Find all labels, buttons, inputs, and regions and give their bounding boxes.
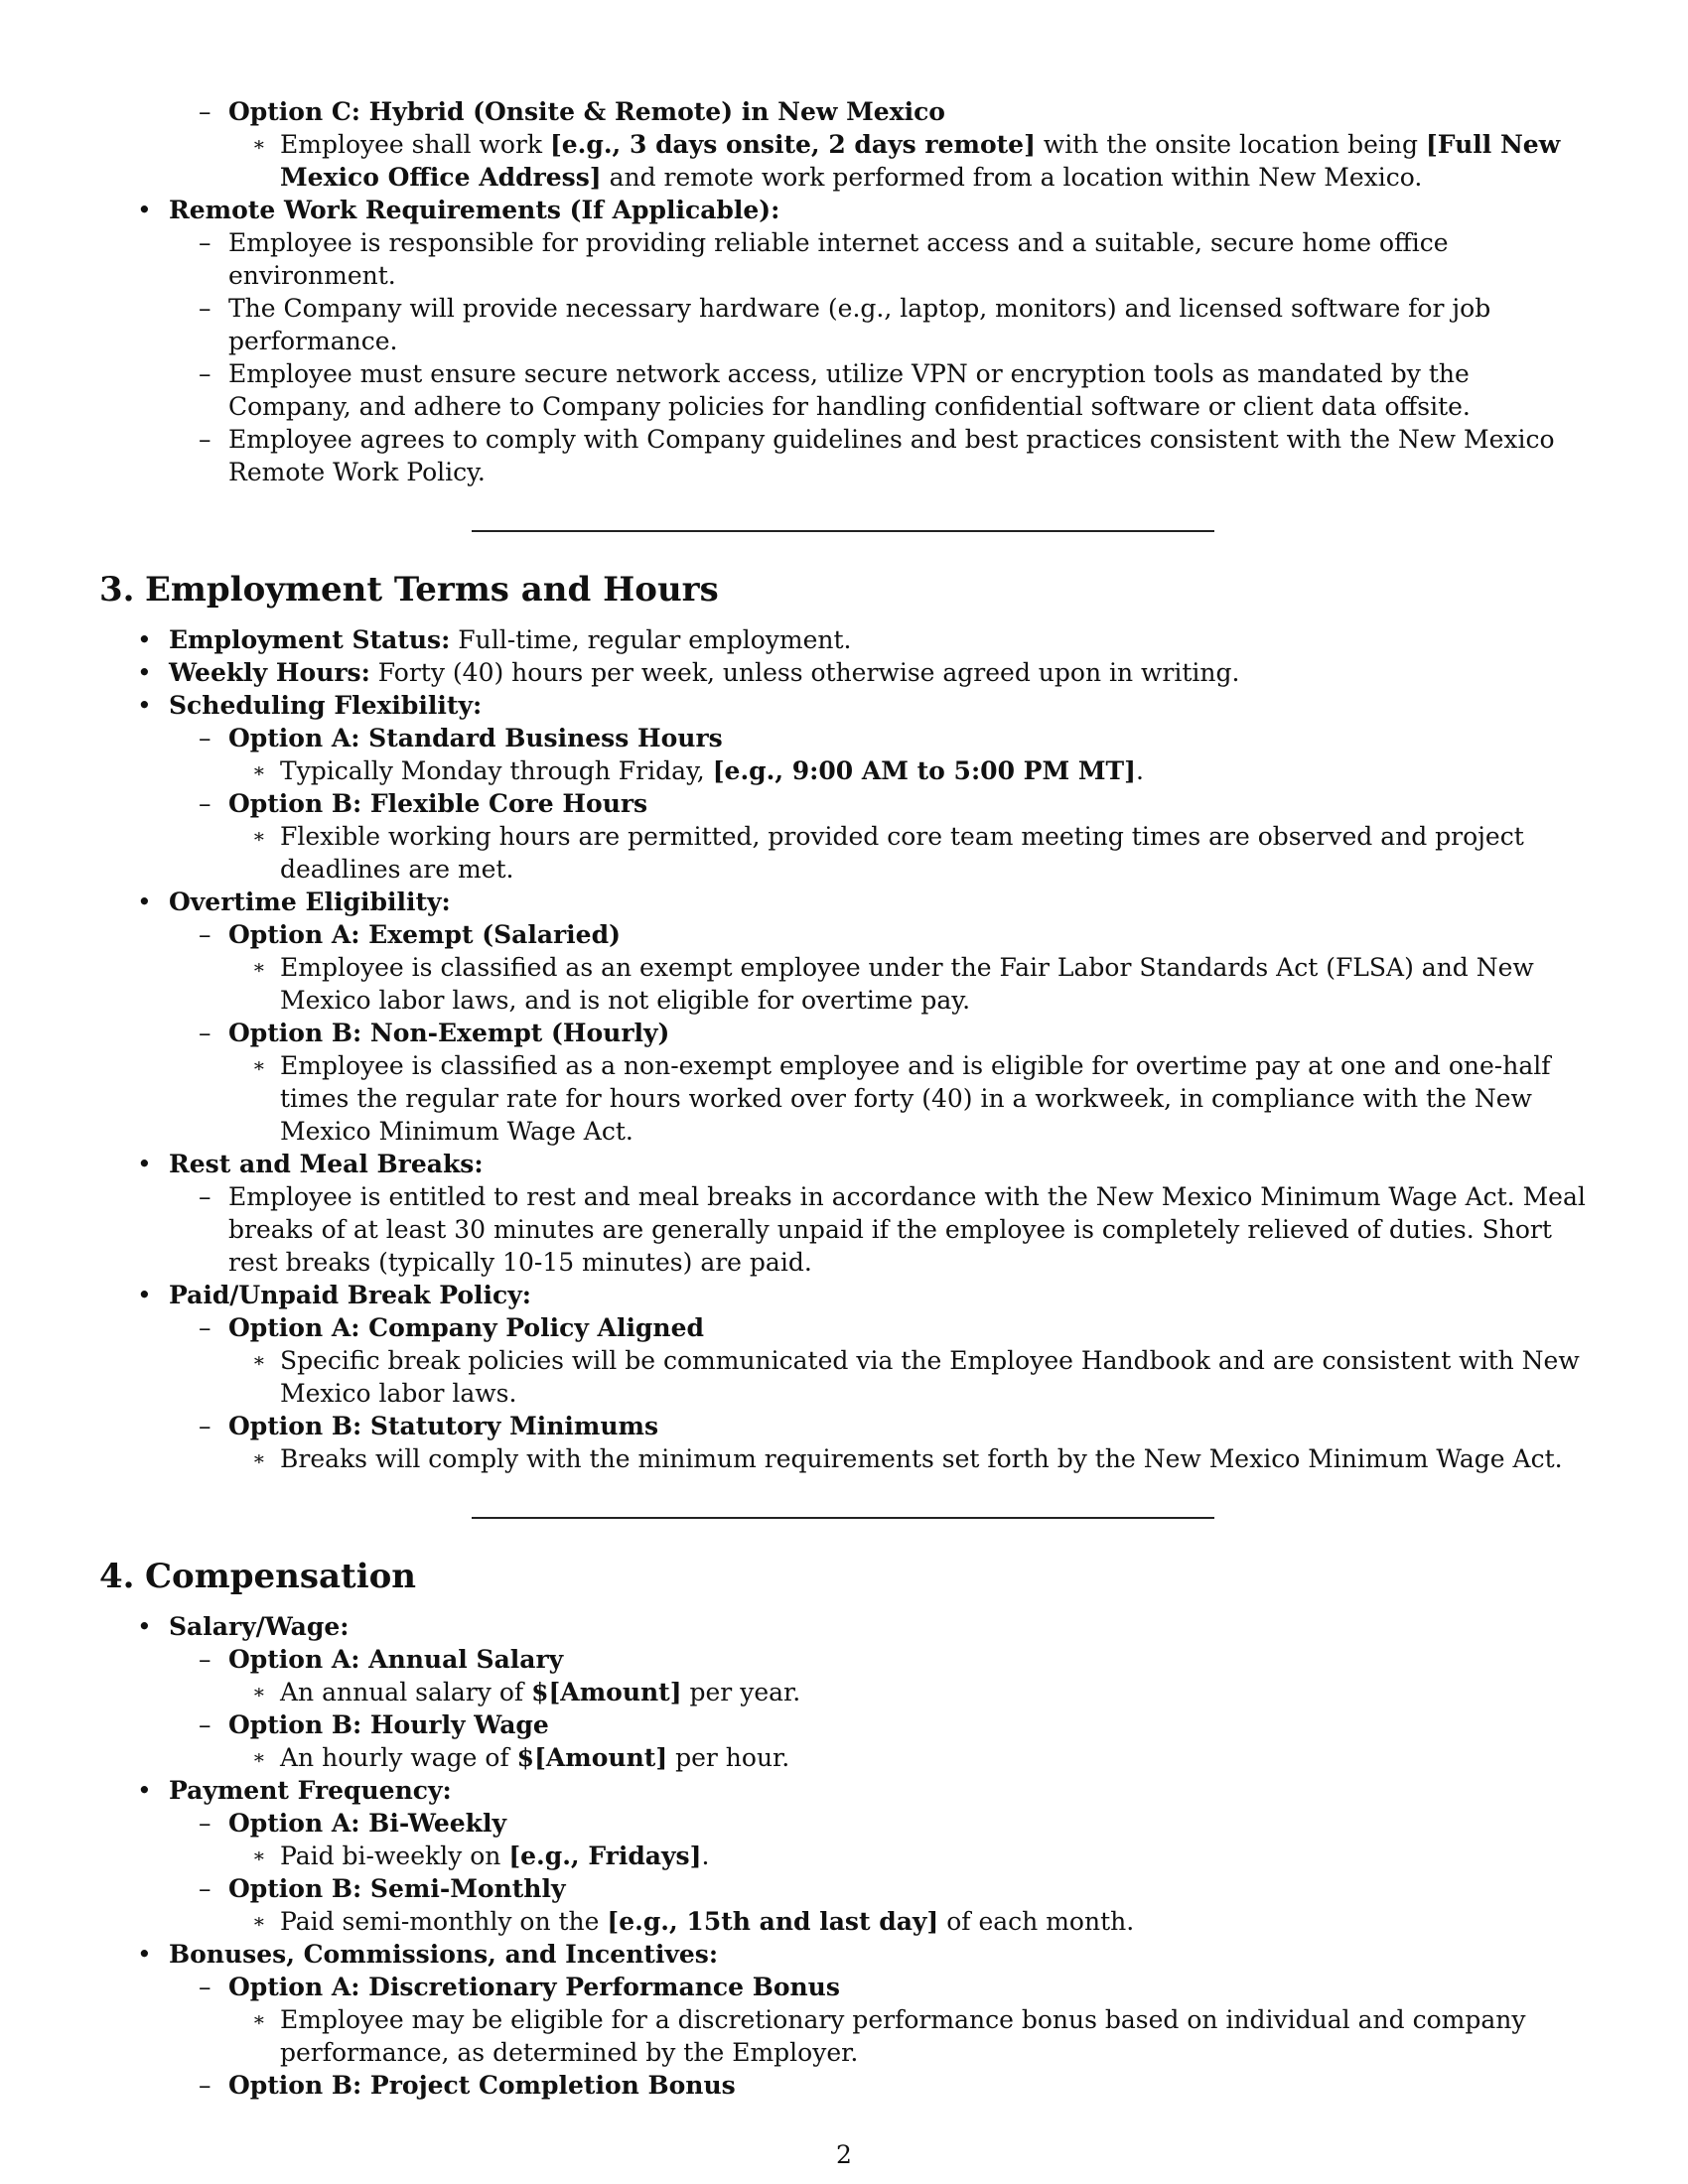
list-item: [99, 292, 1589, 357]
list-item: [99, 1180, 1589, 1279]
star-marker: ∗: [252, 1909, 266, 1933]
page-content: [99, 95, 1589, 2102]
list-item: [99, 1643, 1589, 1676]
option-label: Option A: Standard Business Hours: [228, 724, 723, 752]
dash-marker: –: [199, 425, 211, 454]
option-details: [99, 1676, 1589, 1708]
option-label: Option A: Bi-Weekly: [228, 1809, 507, 1838]
option-text: Employee is classified as a non-exempt employee and is eligible for overtime pay at one and one-half times the regular rate for hours worked over forty (40) in a workweek, in compliance with the New Mexico Minimum Wage Act.: [280, 1051, 1551, 1146]
option-details: [99, 820, 1589, 886]
section-title: Employment Terms and Hours: [145, 570, 719, 610]
list-item: [99, 1741, 1589, 1774]
option-text: Breaks will comply with the minimum requirements set forth by the New Mexico Minimum Wage Act.: [280, 1444, 1563, 1473]
item-label: Salary/Wage:: [169, 1612, 350, 1641]
bullet-marker: •: [137, 1612, 152, 1641]
list-item: [99, 1676, 1589, 1708]
bullet-marker: •: [137, 691, 152, 720]
list-item: [99, 886, 1589, 918]
text-run: Paid semi-monthly on the: [280, 1907, 608, 1936]
list-item: [99, 95, 1589, 128]
item-text: Full-time, regular employment.: [450, 625, 852, 654]
dash-marker: –: [199, 1710, 211, 1739]
star-marker: ∗: [252, 1053, 266, 1077]
break-policy-options: [99, 1410, 1589, 1442]
placeholder-text: [e.g., 9:00 AM to 5:00 PM MT]: [712, 756, 1136, 785]
dash-marker: –: [199, 2071, 211, 2100]
star-marker: ∗: [252, 1446, 266, 1470]
list-item: [99, 1311, 1589, 1344]
scheduling-options: [99, 722, 1589, 754]
breaks-text: Employee is entitled to rest and meal breaks in accordance with the New Mexico Minimum Wage Act. Meal breaks of at least 30 minutes are generally unpaid if the employee is completely relieved of duties. Short rest breaks (typically 10-15 minutes) are paid.: [228, 1182, 1586, 1277]
remote-requirements-items: [99, 226, 1589, 488]
dash-marker: –: [199, 1809, 211, 1838]
option-details: [99, 2003, 1589, 2069]
compensation-list: [99, 1774, 1589, 1807]
item-label: Rest and Meal Breaks:: [169, 1150, 484, 1178]
option-details: [99, 754, 1589, 787]
text-run: .: [701, 1842, 710, 1870]
list-item: [99, 128, 1589, 194]
option-c-details: [99, 128, 1589, 194]
remote-requirements-list: [99, 194, 1589, 226]
list-item: [99, 722, 1589, 754]
text-run: Paid bi-weekly on: [280, 1842, 509, 1870]
bullet-marker: •: [137, 1940, 152, 1969]
dash-marker: –: [199, 97, 211, 126]
star-marker: ∗: [252, 758, 266, 782]
list-item: [99, 1807, 1589, 1840]
item-label: Employment Status:: [169, 625, 451, 654]
list-item: [99, 423, 1589, 488]
option-label: Option B: Statutory Minimums: [228, 1412, 659, 1440]
dash-marker: –: [199, 1412, 211, 1440]
item-label: Bonuses, Commissions, and Incentives:: [169, 1940, 719, 1969]
list-item: [99, 1938, 1589, 1971]
overtime-options: [99, 918, 1589, 951]
placeholder-text: $[Amount]: [516, 1743, 668, 1772]
list-item: [99, 1410, 1589, 1442]
text-run: .: [1135, 756, 1144, 785]
list-item: [99, 2069, 1589, 2102]
bullet-marker: •: [137, 625, 152, 654]
placeholder-text: $[Amount]: [531, 1678, 682, 1706]
item-text: Forty (40) hours per week, unless otherwise agreed upon in writing.: [369, 658, 1240, 687]
dash-marker: –: [199, 1645, 211, 1674]
section-title: Compensation: [145, 1557, 417, 1596]
list-item: [99, 1610, 1589, 1643]
list-item: [99, 820, 1589, 886]
text-run: with the onsite location being: [1035, 130, 1426, 159]
break-policy-options: [99, 1311, 1589, 1344]
list-item: [99, 1905, 1589, 1938]
option-text: Specific break policies will be communicated via the Employee Handbook and are consistent with New Mexico labor laws.: [280, 1346, 1580, 1408]
dash-marker: –: [199, 724, 211, 752]
option-label: Option B: Semi-Monthly: [228, 1874, 566, 1903]
list-item: [99, 194, 1589, 226]
option-text: Employee is classified as an exempt employee under the Fair Labor Standards Act (FLSA) and New Mexico labor laws, and is not eligible for overtime pay.: [280, 953, 1534, 1015]
bullet-marker: •: [137, 1150, 152, 1178]
section-number: 4.: [99, 1557, 135, 1596]
employment-terms-list: [99, 886, 1589, 918]
list-item: [99, 1840, 1589, 1872]
option-c-label: Option C: Hybrid (Onsite & Remote) in New Mexico: [228, 97, 945, 126]
option-label: Option A: Company Policy Aligned: [228, 1313, 704, 1342]
salary-options: [99, 1643, 1589, 1676]
option-details: [99, 951, 1589, 1017]
option-details: [99, 1344, 1589, 1410]
remote-requirements-label: Remote Work Requirements (If Applicable):: [169, 196, 780, 224]
option-label: Option B: Project Completion Bonus: [228, 2071, 736, 2100]
list-item: [99, 1872, 1589, 1905]
dash-marker: –: [199, 789, 211, 818]
star-marker: ∗: [252, 1680, 266, 1704]
option-label: Option B: Flexible Core Hours: [228, 789, 648, 818]
list-item: [99, 1708, 1589, 1741]
dash-marker: –: [199, 359, 211, 388]
option-label: Option A: Annual Salary: [228, 1645, 564, 1674]
list-item: [99, 754, 1589, 787]
bullet-marker: •: [137, 887, 152, 916]
option-label: Option B: Non-Exempt (Hourly): [228, 1019, 670, 1047]
dash-marker: –: [199, 294, 211, 323]
overtime-options: [99, 1017, 1589, 1049]
option-details: [99, 1049, 1589, 1148]
frequency-options: [99, 1872, 1589, 1905]
requirement-text: The Company will provide necessary hardware (e.g., laptop, monitors) and licensed software for job performance.: [228, 294, 1491, 355]
star-marker: ∗: [252, 824, 266, 848]
bullet-marker: •: [137, 196, 152, 224]
text-run: of each month.: [938, 1907, 1135, 1936]
list-item: [99, 689, 1589, 722]
item-label: Overtime Eligibility:: [169, 887, 451, 916]
dash-marker: –: [199, 1973, 211, 2001]
star-marker: ∗: [252, 955, 266, 979]
compensation-list: [99, 1610, 1589, 1643]
list-item: [99, 357, 1589, 423]
work-location-options: [99, 95, 1589, 128]
list-item: [99, 951, 1589, 1017]
item-label: Paid/Unpaid Break Policy:: [169, 1281, 531, 1309]
dash-marker: –: [199, 1019, 211, 1047]
requirement-text: Employee is responsible for providing reliable internet access and a suitable, secure home office environment.: [228, 228, 1449, 290]
section-heading: [99, 1557, 1589, 1596]
bullet-marker: •: [137, 1281, 152, 1309]
employment-terms-list: [99, 1148, 1589, 1180]
dash-marker: –: [199, 1182, 211, 1211]
star-marker: ∗: [252, 1843, 266, 1867]
text-run: per year.: [681, 1678, 801, 1706]
option-label: Option B: Hourly Wage: [228, 1710, 549, 1739]
list-item: [99, 656, 1589, 689]
employment-terms-list: [99, 623, 1589, 722]
star-marker: ∗: [252, 1348, 266, 1372]
text-run: Employee shall work: [280, 130, 550, 159]
option-text: Flexible working hours are permitted, provided core team meeting times are observed and project deadlines are met.: [280, 822, 1524, 884]
text-run: An annual salary of: [280, 1678, 532, 1706]
employment-terms-list: [99, 1279, 1589, 1311]
list-item: [99, 787, 1589, 820]
list-item: [99, 1774, 1589, 1807]
item-label: Payment Frequency:: [169, 1776, 452, 1805]
requirement-text: Employee agrees to comply with Company guidelines and best practices consistent with the New Mexico Remote Work Policy.: [228, 425, 1555, 486]
dash-marker: –: [199, 1874, 211, 1903]
placeholder-text: [e.g., 3 days onsite, 2 days remote]: [549, 130, 1036, 159]
text-run: Typically Monday through Friday,: [280, 756, 713, 785]
list-item: [99, 226, 1589, 292]
list-item: [99, 1049, 1589, 1148]
section-divider: [472, 530, 1214, 532]
option-details: [99, 1905, 1589, 1938]
option-label: Option A: Discretionary Performance Bonus: [228, 1973, 840, 2001]
star-marker: ∗: [252, 132, 266, 156]
bonus-options: [99, 2069, 1589, 2102]
compensation-list: [99, 1938, 1589, 1971]
list-item: [99, 1971, 1589, 2003]
list-item: [99, 2003, 1589, 2069]
salary-options: [99, 1708, 1589, 1741]
list-item: [99, 1017, 1589, 1049]
bullet-marker: •: [137, 658, 152, 687]
star-marker: ∗: [252, 2007, 266, 2031]
item-label: Scheduling Flexibility:: [169, 691, 483, 720]
breaks-details: [99, 1180, 1589, 1279]
option-details: [99, 1741, 1589, 1774]
requirement-text: Employee must ensure secure network access, utilize VPN or encryption tools as mandated by the Company, and adhere to Company policies for handling confidential software or client data offsite.: [228, 359, 1471, 421]
bullet-marker: •: [137, 1776, 152, 1805]
option-details: [99, 1442, 1589, 1475]
option-label: Option A: Exempt (Salaried): [228, 920, 621, 949]
option-text: Employee may be eligible for a discretionary performance bonus based on individual and company performance, as determined by the Employer.: [280, 2005, 1526, 2067]
section-number: 3.: [99, 570, 135, 610]
item-label: Weekly Hours:: [169, 658, 370, 687]
list-item: [99, 623, 1589, 656]
star-marker: ∗: [252, 1745, 266, 1769]
list-item: [99, 918, 1589, 951]
scheduling-options: [99, 787, 1589, 820]
option-details: [99, 1840, 1589, 1872]
bonus-options: [99, 1971, 1589, 2003]
dash-marker: –: [199, 920, 211, 949]
placeholder-text: [e.g., Fridays]: [508, 1842, 702, 1870]
frequency-options: [99, 1807, 1589, 1840]
text-run: per hour.: [667, 1743, 790, 1772]
dash-marker: –: [199, 228, 211, 257]
placeholder-text: [Full New Mexico Office Address]: [280, 130, 1561, 192]
text-run: and remote work performed from a location within New Mexico.: [601, 163, 1423, 192]
list-item: [99, 1442, 1589, 1475]
section-heading: [99, 570, 1589, 610]
list-item: [99, 1344, 1589, 1410]
page-number: 2: [836, 2140, 852, 2169]
placeholder-text: [e.g., 15th and last day]: [607, 1907, 939, 1936]
section-divider: [472, 1517, 1214, 1519]
text-run: An hourly wage of: [280, 1743, 517, 1772]
list-item: [99, 1279, 1589, 1311]
dash-marker: –: [199, 1313, 211, 1342]
list-item: [99, 1148, 1589, 1180]
